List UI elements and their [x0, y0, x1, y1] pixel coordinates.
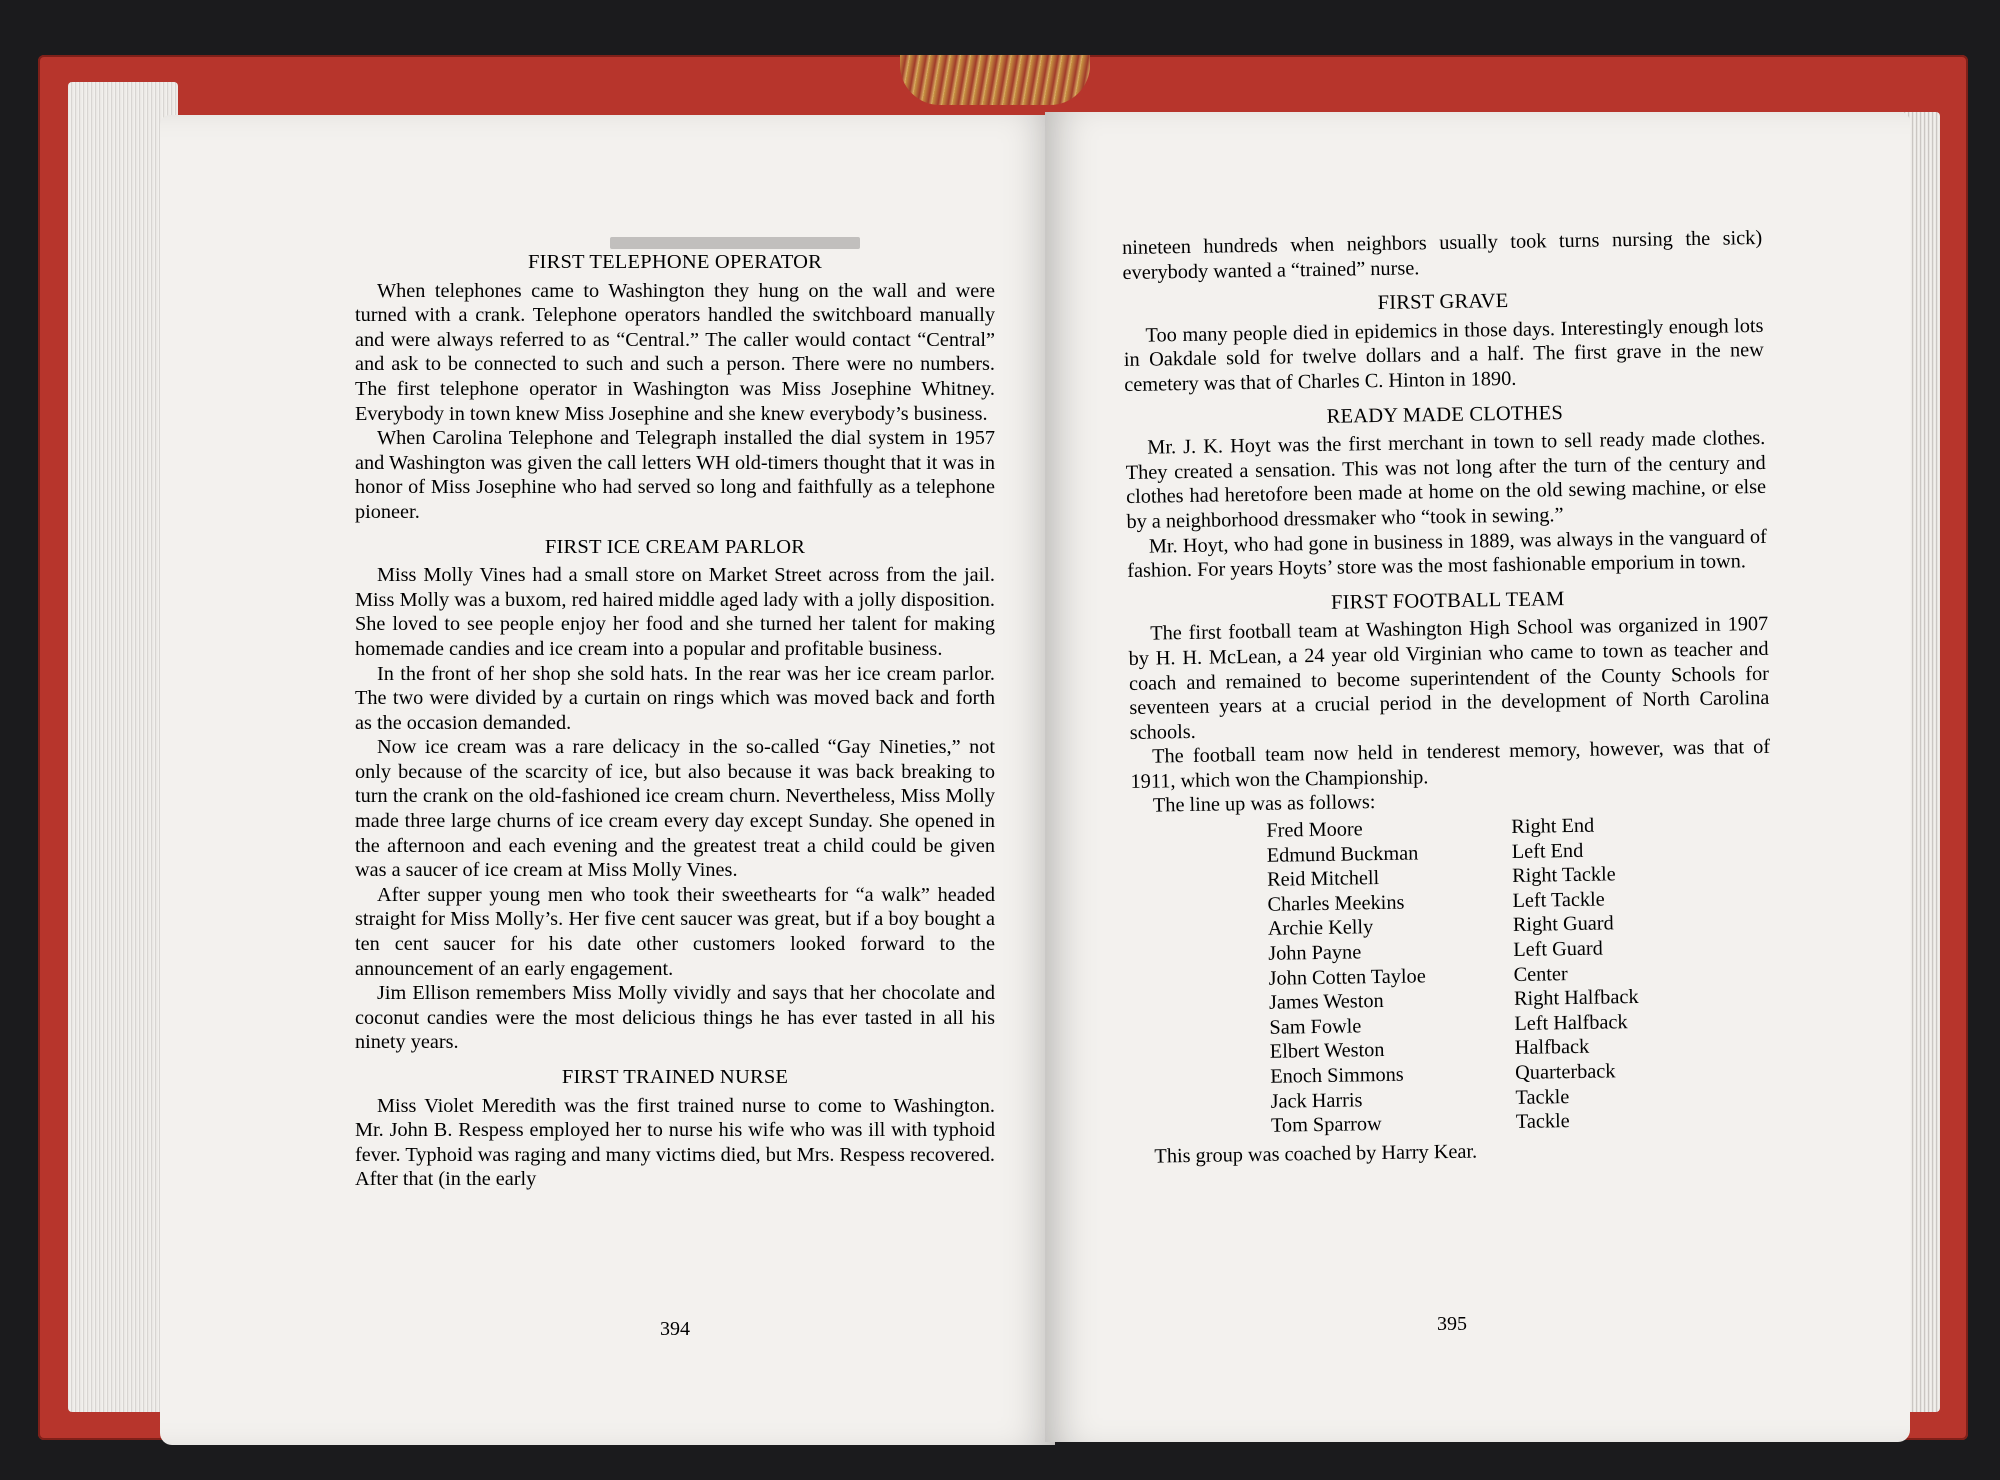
book-headband [900, 55, 1090, 105]
paragraph: Now ice cream was a rare delicacy in the so-called “Gay Nineties,” not only because of the scarcity of ice, but also because it was back breaking to turn the crank on the old-fashioned ice cream churn. Nevertheless, Miss Molly made three large churns of ice cream every day except Sunday. She opened in the afternoon and each evening and the greatest treat a child could be given was a saucer of ice cream at Miss Molly Vines. [355, 736, 995, 882]
lineup-player: Sam Fowle [1269, 1015, 1362, 1039]
lineup-position: Right Tackle [1511, 863, 1616, 888]
lineup-position: Center [1513, 962, 1568, 986]
page-number-left: 394 [660, 1318, 690, 1340]
lineup-position: Tackle [1515, 1110, 1570, 1134]
lineup-player: Charles Meekins [1267, 891, 1405, 916]
lineup-player: Fred Moore [1266, 818, 1363, 842]
paragraph: After supper young men who took their sweethearts for “a walk” headed straight for Miss Molly’s. Her five cent saucer was great, but if a boy bought a ten cent saucer for his date other customers looked forward to the announcement of an early engagement. [355, 883, 995, 980]
lineup-player: John Cotten Tayloe [1268, 964, 1426, 990]
lineup-player: Tom Sparrow [1270, 1113, 1382, 1137]
closing-line: This group was coached by Harry Kear. [1154, 1140, 1478, 1168]
paragraph: When Carolina Telephone and Telegraph installed the dial system in 1957 and Washington was given the call letters WH old-timers thought that it was in honor of Miss Josephine who had served so long and faithfully as a telephone pioneer. [355, 427, 995, 523]
paragraph: Jim Ellison remembers Miss Molly vividly and says that her chocolate and coconut candies were the most delicious things he has ever tasted in all his ninety years. [355, 982, 995, 1054]
lineup-table [1266, 811, 1776, 1139]
section-heading: READY MADE CLOTHES [1326, 401, 1564, 428]
paragraph: Miss Molly Vines had a small store on Market Street across from the jail. Miss Molly was a buxom, red haired middle aged lady with a jolly disposition. She loved to see people enjoy her food and she turned her talent for making homemade candies and ice cream into a popular and profitable business. [355, 564, 995, 660]
lineup-position: Halfback [1514, 1036, 1590, 1060]
paragraph: The first football team at Washington High School was organized in 1907 by H. H. McLean, a 24 year old Virginian who came to town as teacher and coach and remained to become superintendent of the County Schools for seventeen years at a crucial period in the development of North Carolina schools. [1128, 613, 1770, 744]
lineup-player: John Payne [1268, 941, 1362, 965]
paragraph: Mr. Hoyt, who had gone in business in 1889, was always in the vanguard of fashion. For years Hoyts’ store was the most fashionable emporium in town. [1127, 525, 1767, 583]
lineup-player: Enoch Simmons [1270, 1063, 1404, 1088]
left-page-text [355, 250, 995, 1192]
lineup-player: Elbert Weston [1269, 1039, 1385, 1064]
section-heading: FIRST GRAVE [1377, 290, 1509, 315]
lineup-position: Right Guard [1512, 912, 1614, 937]
section-heading: FIRST TELEPHONE OPERATOR [527, 251, 823, 273]
lineup-player: Archie Kelly [1267, 916, 1374, 941]
lineup-position: Right Halfback [1513, 986, 1639, 1011]
lineup-player: James Weston [1268, 990, 1384, 1015]
section-heading: FIRST ICE CREAM PARLOR [544, 535, 806, 558]
paragraph: Mr. J. K. Hoyt was the first merchant in town to sell ready made clothes. They created a sensation. This was not long after the turn of the century and clothes had heretofore been made at home on the old sewing machine, or else by a neighborhood dressmaker who “took in sewing.” [1125, 427, 1767, 533]
paragraph: When telephones came to Washington they hung on the wall and were turned with a crank. Telephone operators handled the switchboard manually and were always referred to as “Central.” The caller would contact “Central” and ask to be connected to such and such a person. There were no numbers. The first telephone operator in Washington was Miss Josephine Whitney. Everybody in town knew Miss Josephine and she knew everybody’s business. [355, 279, 995, 425]
lineup-position: Left Guard [1513, 937, 1603, 961]
running-head-shadow [610, 237, 860, 249]
lineup-player: Jack Harris [1270, 1088, 1363, 1113]
lineup-position: Tackle [1515, 1085, 1570, 1109]
page-number-right: 395 [1437, 1313, 1467, 1335]
paragraph: Too many people died in epidemics in those days. Interestingly enough lots in Oakdale sold for twelve dollars and a half. The first grave in the new cemetery was that of Charles C. Hinton in 1890. [1123, 314, 1765, 396]
lineup-position: Right End [1511, 814, 1595, 839]
lineup-position: Left Halfback [1514, 1010, 1628, 1035]
lineup-position: Left End [1511, 839, 1584, 863]
lineup-player: Edmund Buckman [1266, 842, 1419, 867]
paragraph: The line up was as follows: [1152, 791, 1376, 818]
lineup-player: Reid Mitchell [1266, 867, 1380, 892]
section-heading: FIRST FOOTBALL TEAM [1330, 587, 1565, 614]
right-page-text [1122, 226, 1777, 1169]
lineup-position: Left Tackle [1512, 888, 1605, 912]
lineup-position: Quarterback [1515, 1060, 1616, 1084]
paragraph: Miss Violet Meredith was the first trained nurse to come to Washington. Mr. John B. Respess employed her to nurse his wife who was ill with typhoid fever. Typhoid was raging and many victims died, but Mrs. Respess recovered. After that (in the early [355, 1094, 995, 1191]
section-heading: FIRST TRAINED NURSE [561, 1066, 789, 1088]
paragraph: nineteen hundreds when neighbors usually took turns nursing the sick) everybody wanted a “trained” nurse. [1122, 226, 1763, 284]
paragraph: In the front of her shop she sold hats. In the rear was her ice cream parlor. The two were divided by a curtain on rings which was moved back and forth as the occasion demanded. [355, 662, 995, 734]
paragraph: The football team now held in tenderest memory, however, was that of 1911, which won the Championship. [1130, 736, 1771, 793]
